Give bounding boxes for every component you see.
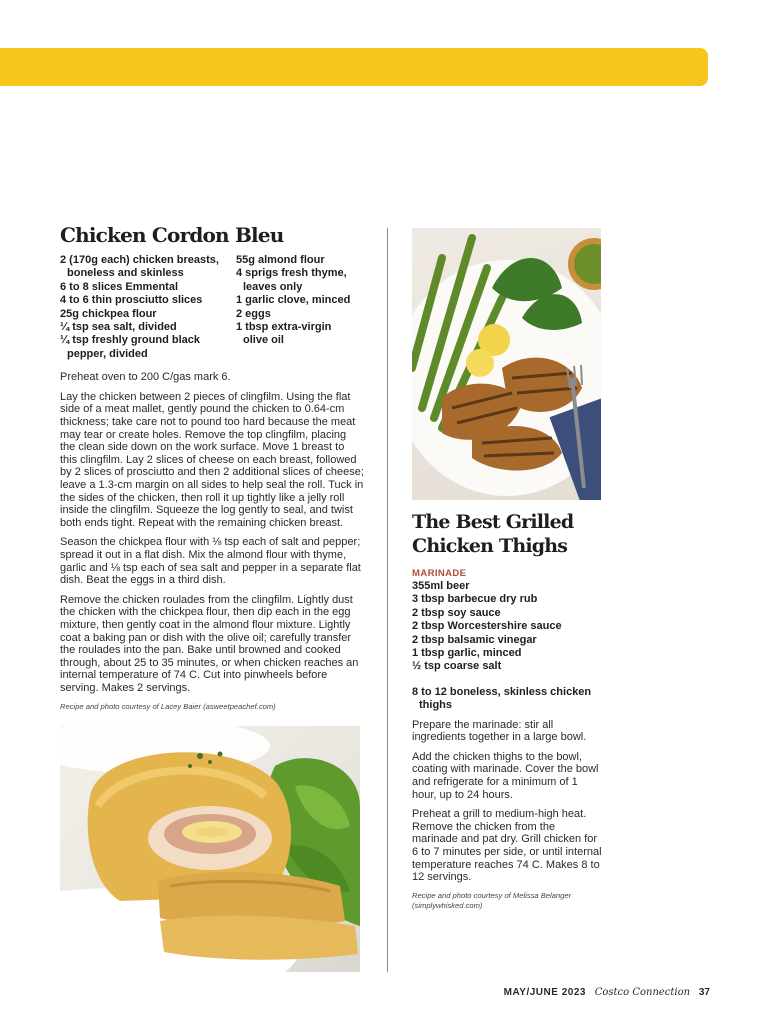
recipe-cordon-bleu [60, 222, 364, 712]
ingredient-item: 2 eggs [236, 307, 271, 320]
grilled-chicken-photo [412, 228, 601, 500]
page-footer [504, 987, 710, 998]
ingredient-item: 1 tbsp garlic, minced [412, 647, 522, 660]
grilled-chicken-illustration [412, 228, 601, 500]
ingredient-item: ¼ tsp freshly ground black pepper, divided [60, 334, 200, 360]
ingredient-item: 1 garlic clove, minced [236, 294, 351, 307]
ingredient-item: 4 to 6 thin prosciutto slices [60, 294, 203, 307]
recipe-title-line: Chicken Thighs [412, 535, 568, 557]
header-accent-bar [0, 48, 708, 86]
recipe-title-line: The Best Grilled [412, 511, 574, 533]
marinade-ingredients [412, 580, 602, 674]
main-ingredient [412, 686, 602, 713]
method-step: Add the chicken thighs to the bowl, coating with marinade. Cover the bowl and refrigerate for a minimum of 1 hour, up to 24 hours. [412, 750, 599, 801]
ingredient-item: 2 tbsp Worcestershire sauce [412, 620, 562, 633]
column-divider [387, 228, 388, 972]
method-step: Preheat a grill to medium-high heat. Remove the chicken from the marinade and pat dry. Grill chicken for 6 to 7 minutes per side, or until internal temperature reaches 74 C. Makes 8 to 12 servings. [412, 808, 602, 884]
ingredients-column-2 [236, 254, 354, 361]
recipe-title: Chicken Cordon Bleu [60, 223, 284, 247]
ingredient-item: ¼ tsp sea salt, divided [60, 321, 177, 334]
magazine-name: Costco Connection [594, 987, 691, 998]
recipe-title [412, 510, 602, 558]
ingredients-column-1 [60, 254, 222, 361]
ingredient-item: 8 to 12 boneless, skinless chicken thighs [412, 685, 592, 712]
ingredient-item: 3 tbsp barbecue dry rub [412, 593, 538, 606]
page-number: 37 [698, 987, 710, 998]
recipe-grilled-thighs [412, 228, 602, 911]
cordon-bleu-illustration [60, 726, 360, 972]
photo-credit: Recipe and photo courtesy of Melissa Belanger (simplywhisked.com) [412, 890, 572, 910]
method-step: Prepare the marinade: stir all ingredients together in a large bowl. [412, 718, 587, 744]
issue-date: MAY/JUNE 2023 [503, 987, 586, 998]
method-step: Season the chickpea flour with ⅛ tsp each of salt and pepper; spread it out in a flat dish. Mix the almond flour with thyme, garlic and ⅛ tsp each of sea salt and pepper in a separate flat dish. Beat the eggs in a third dish. [60, 536, 361, 587]
ingredient-item: 2 tbsp balsamic vinegar [412, 633, 537, 646]
ingredient-item: 4 sprigs fresh thyme, leaves only [236, 267, 347, 293]
ingredient-item: 2 tbsp soy sauce [412, 606, 501, 619]
marinade-subhead: MARINADE [412, 568, 467, 579]
ingredient-item: 2 (170g each) chicken breasts, boneless and skinless [60, 254, 219, 280]
ingredients-list [60, 254, 364, 361]
method-step: Remove the chicken roulades from the clingfilm. Lightly dust the chicken with the chickpea flour, then dip each in the egg mixture, then gently coat in the almond flour mixture. Lightly coat a baking pan or dish with the olive oil; carefully transfer the roulades into the pan. Bake until browned and cooked through, about 25 to 35 minutes, or when chicken reaches an internal temperature of 74 C. Cut into pinwheels before serving. Makes 2 servings. [60, 593, 359, 694]
ingredient-item: ½ tsp coarse salt [412, 660, 502, 673]
ingredient-item: 55g almond flour [236, 254, 325, 266]
photo-credit: Recipe and photo courtesy of Lacey Baier (asweetpeachef.com) [60, 701, 276, 711]
method-step: Lay the chicken between 2 pieces of clingfilm. Using the flat side of a meat mallet, gently pound the chicken to 0.64-cm thickness; take care not to pound too hard because the meat may tear or create holes. Remove the top clingfilm, placing the clean side down on the work surface. Move 1 breast to this clingfilm. Lay 2 slices of cheese on each breast, followed by 2 slices of prosciutto and then 2 additional slices of cheese; leave a 1.3-cm margin on all sides to help seal the roll. Tuck in the sides of the chicken, then roll it up tightly like a jelly roll inside the clingfilm. Squeeze the log gently to seal, and twist both ends tight. Repeat with the remaining chicken breast. [60, 390, 364, 529]
cordon-bleu-photo [60, 726, 360, 972]
ingredient-item: 6 to 8 slices Emmental [60, 280, 178, 293]
method-step: Preheat oven to 200 C/gas mark 6. [60, 371, 231, 384]
ingredient-item: 1 tbsp extra-virgin olive oil [236, 321, 332, 347]
ingredient-item: 355ml beer [412, 580, 470, 592]
ingredient-item: 25g chickpea flour [60, 307, 157, 320]
